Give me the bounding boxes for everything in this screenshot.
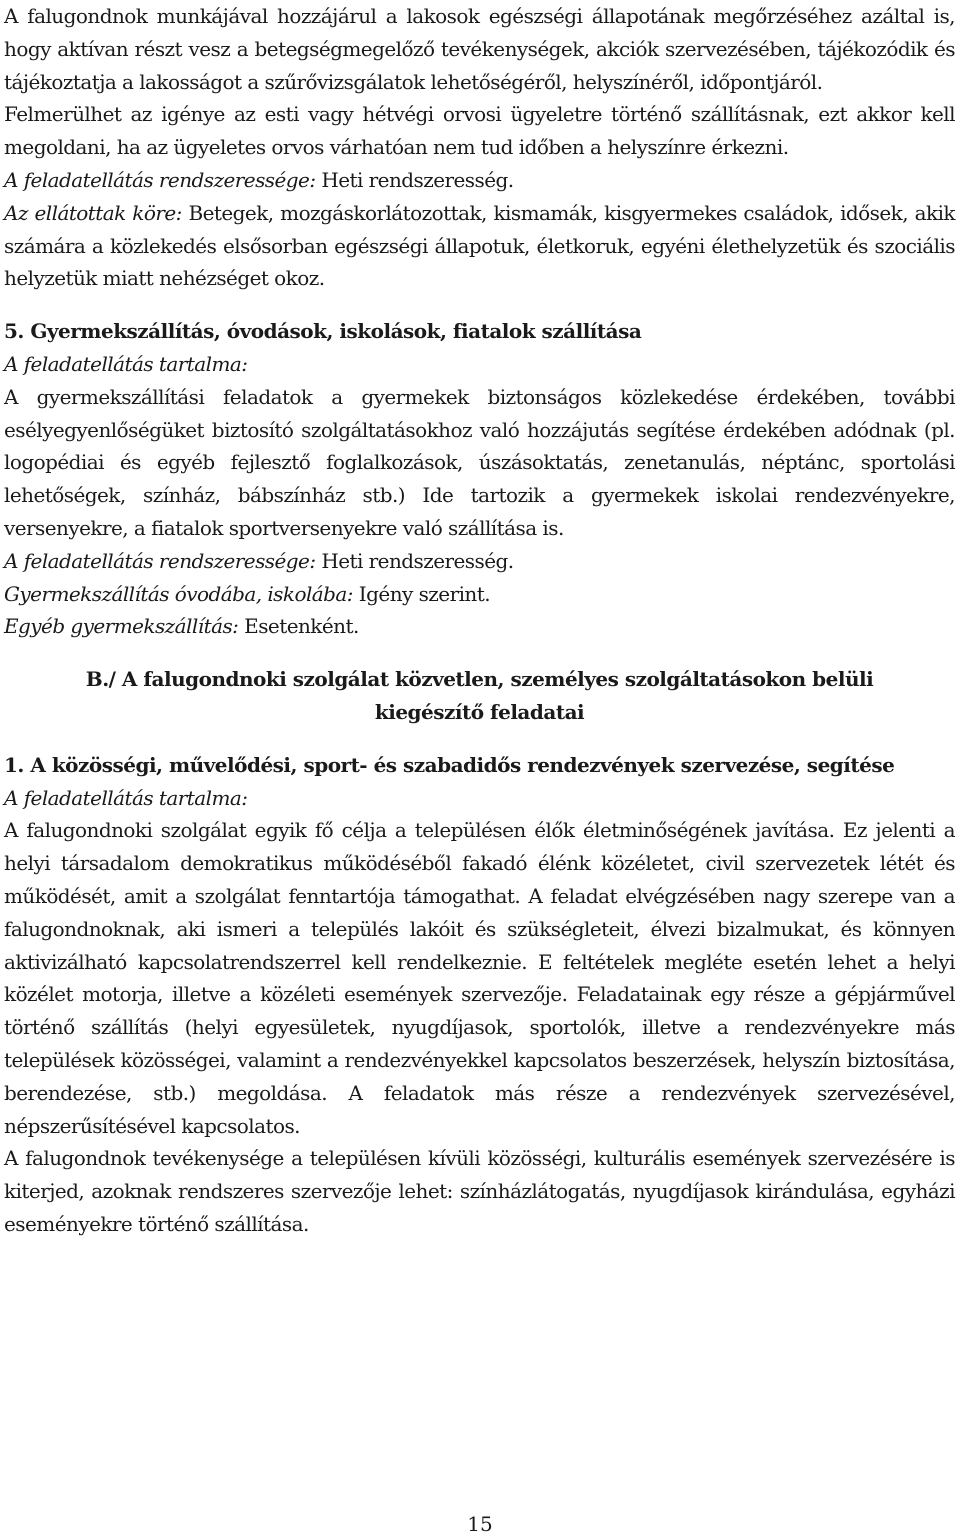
spacer [4, 643, 955, 663]
school-transport-label: Gyermekszállítás óvodába, iskolába: [4, 581, 353, 606]
section-b-heading-line2: kiegészítő feladatai [374, 699, 585, 724]
section-5-regularity-value: Heti rendszeresség. [315, 548, 514, 573]
spacer [4, 295, 955, 315]
section-5-heading: 5. Gyermekszállítás, óvodások, iskolások, fiatalok szállítása [4, 319, 642, 344]
section-5-regularity [4, 545, 955, 578]
paragraph-duty-transport: Felmerülhet az igénye az esti vagy hétvégi orvosi ügyeletre történő szállításnak, ezt akkor kell megoldani, ha az ügyeletes orvos várhatóan nem tud időben a helyszínre érkezni. [4, 102, 955, 160]
page-number: 15 [467, 1512, 493, 1536]
recipients-label: Az ellátottak köre: [4, 200, 182, 225]
section-5-other-transport [4, 610, 955, 643]
section-b-heading-line1: B./ A falugondnoki szolgálat közvetlen, személyes szolgáltatásokon belüli [85, 667, 874, 692]
section-1-paragraph-1: A falugondnoki szolgálat egyik fő célja a településen élők életminőségének javítása. Ez jelenti a helyi társadalom demokratikus működéséből fakadó élénk közéletet, civil szervezetek létét és működését, amit a szolgálat fenntartója támogathat. A feladat elvégzésében nagy szerepe van a falugondnoknak, aki ismeri a település lakóit és szükségleteit, élvezi bizalmukat, és könnyen aktivizálható kapcsolatrendszerrel kell rendelkeznie. E feltételek megléte esetén lehet a helyi közélet motorja, illetve a közéleti események szervezője. Feladatainak egy része a gépjárművel történő szállítás (helyi egyesületek, nyugdíjasok, sportolók, illetve a rendezvényekre más települések közösségei, valamint a rendezvényekkel kapcsolatos beszerzések, helyszín biztosítása, berendezése, stb.) megoldása. A feladatok más része a rendezvények szervezésével, népszerűsítésével kapcsolatos. [4, 818, 955, 1138]
section-1-paragraph-2: A falugondnok tevékenysége a településen kívüli közösségi, kulturális események szervezésére is kiterjed, azoknak rendszeres szervezője lehet: színházlátogatás, nyugdíjasok kirándulása, egyházi eseményekre történő szállítása. [4, 1146, 955, 1236]
paragraph-recipients [4, 197, 955, 295]
section-5-regularity-label: A feladatellátás rendszeressége: [4, 548, 316, 573]
section-5-paragraph: A gyermekszállítási feladatok a gyermekek biztonságos közlekedése érdekében, további esélyegyenlőségüket biztosító szolgáltatásokhoz való hozzájutás segítése érdekében adódnak (pl. logopédiai és egyéb fejlesztő foglalkozások, úszásoktatás, zenetanulás, néptánc, sportolási lehetőségek, színház, bábszínház stb.) Ide tartozik a gyermekek iskolai rendezvényekre, versenyekre, a fiatalok sportversenyekre való szállítása is. [4, 384, 955, 540]
regularity-value: Heti rendszeresség. [315, 167, 514, 192]
regularity-label: A feladatellátás rendszeressége: [4, 167, 316, 192]
section-5-content-label: A feladatellátás tartalma: [4, 351, 248, 376]
section-5-school-transport [4, 578, 955, 611]
spacer [4, 729, 955, 749]
recipients-value: Betegek, mozgáskorlátozottak, kismamák, kisgyermekes családok, idősek, akik számára a közlekedés elsősorban egészségi állapotuk, életkoruk, egyéni élethelyzetük és szociális helyzetük miatt nehézséget okoz. [4, 200, 955, 291]
school-transport-value: Igény szerint. [353, 581, 491, 606]
paragraph-regularity [4, 164, 955, 197]
document-page [4, 0, 955, 1241]
other-transport-label: Egyéb gyermekszállítás: [4, 614, 239, 639]
paragraph-health: A falugondnok munkájával hozzájárul a lakosok egészségi állapotának megőrzéséhez azáltal is, hogy aktívan részt vesz a betegségmegelőző tevékenységek, akciók szervezésében, tájékozódik és tájékoztatja a lakosságot a szűrővizsgálatok lehetőségéről, helyszínéről, időpontjáról. [4, 4, 955, 94]
other-transport-value: Esetenként. [238, 614, 359, 639]
section-1-content-label: A feladatellátás tartalma: [4, 785, 248, 810]
section-1-heading: 1. A közösségi, művelődési, sport- és szabadidős rendezvények szervezése, segítése [4, 752, 895, 777]
